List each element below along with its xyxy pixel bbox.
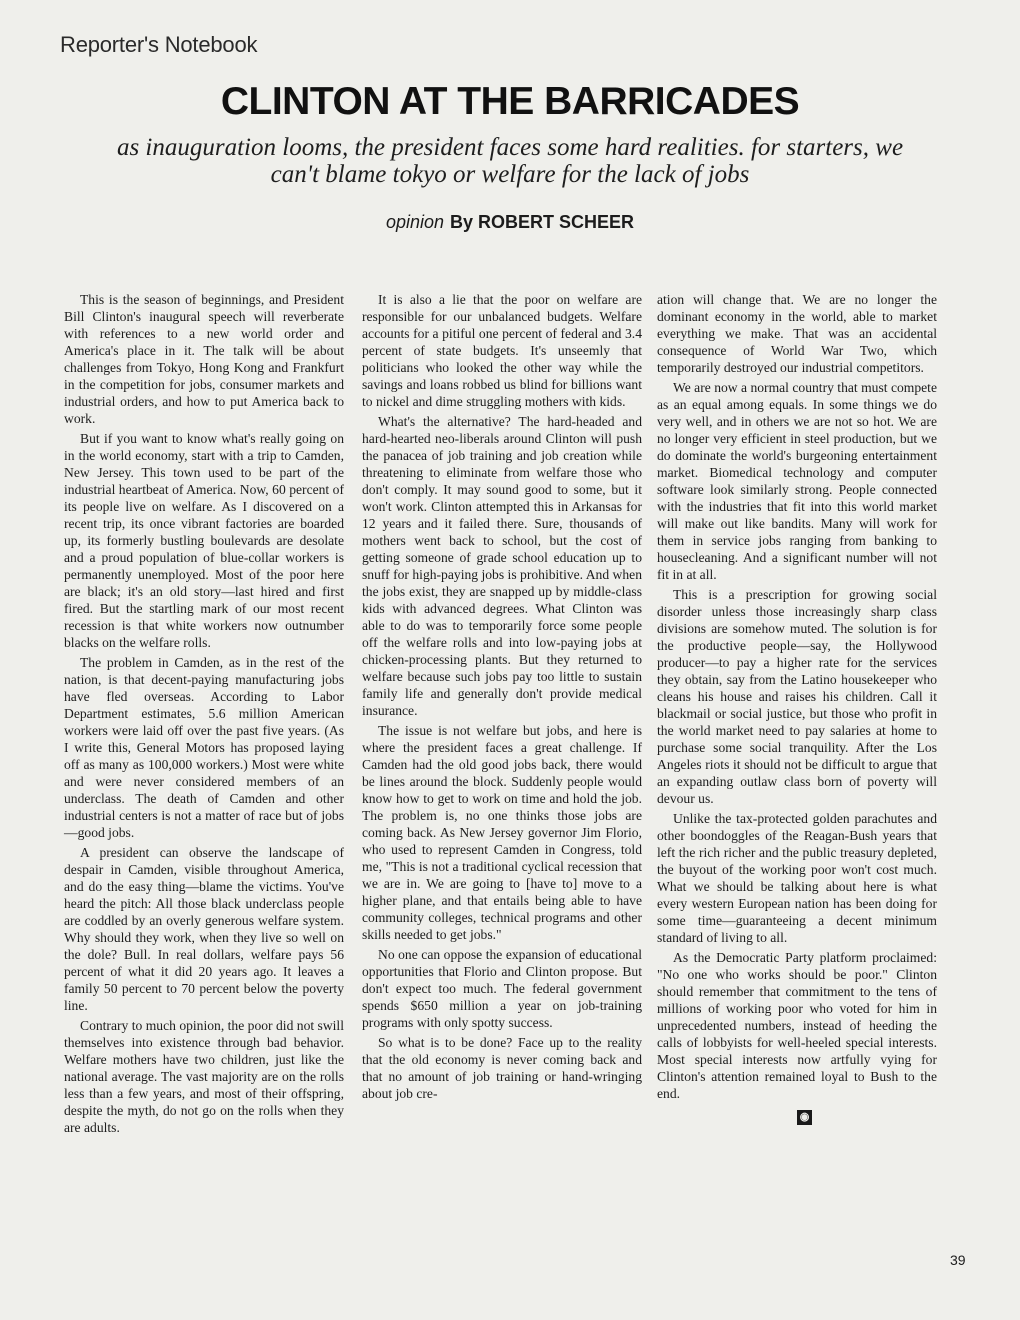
paragraph: But if you want to know what's really going on in the world economy, start with a trip to Camden, New Jersey. This town used to be part of the industrial heartbeat of America. Now, 60 percent of its people live on welfare. As I discovered on a recent trip, its once vibrant factories are boarded up, its formerly bustling boulevards are desolate and a proud population of blue-collar workers is permanently unemployed. Most of the poor here are black; it's an old story—last hired and first fired. But the startling mark of our most recent recession is that white workers now outnumber blacks on the welfare rolls. bbox=[64, 431, 344, 650]
paragraph: This is a prescription for growing social disorder unless those increasingly sharp class divisions are somehow muted. The solution is for the productive people—say, the Hollywood producer—to pay a higher rate for the services they obtain, say from the Latino housekeeper who cleans his house and raises his children. Call it blackmail or social justice, but those who profit in the world market need to pay salaries at home to purchase some social tranquility. After the Los Angeles riots it should not be difficult to argue that an expanding outlaw class born of poverty will devour us. bbox=[657, 587, 937, 806]
headline: CLINTON AT THE BARRICADES bbox=[220, 80, 800, 123]
end-mark-line bbox=[657, 1105, 937, 1125]
paragraph: Contrary to much opinion, the poor did not swill themselves into existence through bad behavior. Welfare mothers have two children, just like the national average. The vast majority are on the rolls less than a few years, and most of their offspring, despite the myth, do not go on the rolls when they are adults. bbox=[64, 1018, 344, 1135]
paragraph: The problem in Camden, as in the rest of the nation, is that decent-paying manufacturing jobs have fled overseas. According to Labor Department estimates, 5.6 million American workers were laid off over the past five years. (As I write this, General Motors has proposed laying off as many as 100,000 workers.) Most were white and were never considered members of an underclass. The death of Camden and other industrial centers is not a matter of race but of jobs—good jobs. bbox=[64, 655, 344, 840]
section-tag: Reporter's Notebook bbox=[60, 32, 258, 57]
paragraph: We are now a normal country that must compete as an equal among equals. In some things we do very well, and in others we are not so hot. We are no longer very efficient in steel production, but we do dominate the world's burgeoning entertainment market. Biomedical technology and computer software look similarly strong. People connected with the industries that fit into this world market will make out like bandits. Many will work for them in service jobs ranging from banking to housecleaning. And a significant number will not fit in at all. bbox=[657, 380, 937, 582]
column-2 bbox=[362, 291, 642, 1105]
byline-author: By ROBERT SCHEER bbox=[450, 212, 635, 232]
paragraph: It is also a lie that the poor on welfare are responsible for our unbalanced budgets. Welfare accounts for a pitiful one percent of federal and 3.4 percent of state budgets. It's unseemly that politicians who looked the other way while the savings and loans robbed us blind for billions want to nickel and dime struggling mothers with kids. bbox=[362, 292, 642, 409]
paragraph: As the Democratic Party platform proclaimed: "No one who works should be poor." Clinton should remember that commitment to the tens of millions of working poor who voted for him in unprecedented numbers, instead of heeding the calls of lobbyists for well-heeled special interests. Most special interests now artfully vying for Clinton's attention remained loyal to Bush to the end. bbox=[657, 950, 937, 1101]
column-3 bbox=[657, 291, 937, 1128]
rabbit-head-icon: ◉ bbox=[797, 1110, 812, 1125]
paragraph: This is the season of beginnings, and President Bill Clinton's inaugural speech will reverberate with references to a new world order and America's place in it. The talk will be about challenges from Tokyo, Hong Kong and Frankfurt in the competition for jobs, consumer markets and industrial orders, and how to put America back to work. bbox=[64, 292, 344, 426]
paragraph: So what is to be done? Face up to the reality that the old economy is never coming back and that no amount of job training or hand-wringing about job cre- bbox=[362, 1035, 642, 1101]
paragraph: ation will change that. We are no longer the dominant economy in the world, able to market everything we make. That was an accidental consequence of World War Two, which temporarily destroyed our industrial competitors. bbox=[657, 292, 937, 375]
paragraph: A president can observe the landscape of despair in Camden, visible throughout America, and do the easy thing—blame the victims. You've heard the pitch: All those black underclass people are coddled by an overly generous welfare system. Why should they work, when they live so well on the dole? Bull. In real dollars, welfare pays 56 percent of what it did 20 years ago. It leaves a family 50 percent to 70 percent below the poverty line. bbox=[64, 845, 344, 1013]
page-number: 39 bbox=[950, 1252, 966, 1268]
column-1 bbox=[64, 291, 344, 1139]
byline bbox=[0, 212, 1020, 233]
dek: as inauguration looms, the president faces some hard realities. for starters, we can't blame tokyo or welfare for the lack of jobs bbox=[116, 134, 904, 188]
paragraph: Unlike the tax-protected golden parachutes and other boondoggles of the Reagan-Bush years that left the rich richer and the public treasury depleted, the buyout of the working poor won't cost much. What we should be talking about here is what every western European nation has been doing for some time—guaranteeing a decent minimum standard of living to all. bbox=[657, 811, 937, 945]
paragraph: The issue is not welfare but jobs, and here is where the president faces a great challenge. If Camden had the old good jobs back, there would be lines around the block. Suddenly people would know how to get to work on time and hold the job. The problem is, no one thinks those jobs are coming back. As New Jersey governor Jim Florio, who used to represent Camden in Congress, told me, "This is not a traditional cyclical recession that we are in. We are going to [have to] move to a higher plane, and that entails being able to have community colleges, technical programs and other skills needed to get jobs." bbox=[362, 723, 642, 942]
paragraph: What's the alternative? The hard-headed and hard-hearted neo-liberals around Clinton will push the panacea of job training and job creation while threatening to eliminate from welfare those who don't comply. It may sound good to some, but it won't work. Clinton attempted this in Arkansas for 12 years and it failed there. Sure, thousands of mothers went back to school, but the cost of getting someone of grade school education up to snuff for high-paying jobs is prohibitive. And when the jobs exist, they are snapped up by middle-class kids with advanced degrees. What Clinton was able to do was to temporarily force some people off the welfare rolls and into low-paying jobs at chicken-processing plants. But they returned to welfare because such jobs pay too little to sustain family life and generally don't provide medical insurance. bbox=[362, 414, 642, 718]
byline-label: opinion bbox=[385, 212, 445, 232]
paragraph: No one can oppose the expansion of educational opportunities that Florio and Clinton propose. But don't expect too much. The federal government spends $650 million a year on job-training programs with only spotty success. bbox=[362, 947, 642, 1030]
